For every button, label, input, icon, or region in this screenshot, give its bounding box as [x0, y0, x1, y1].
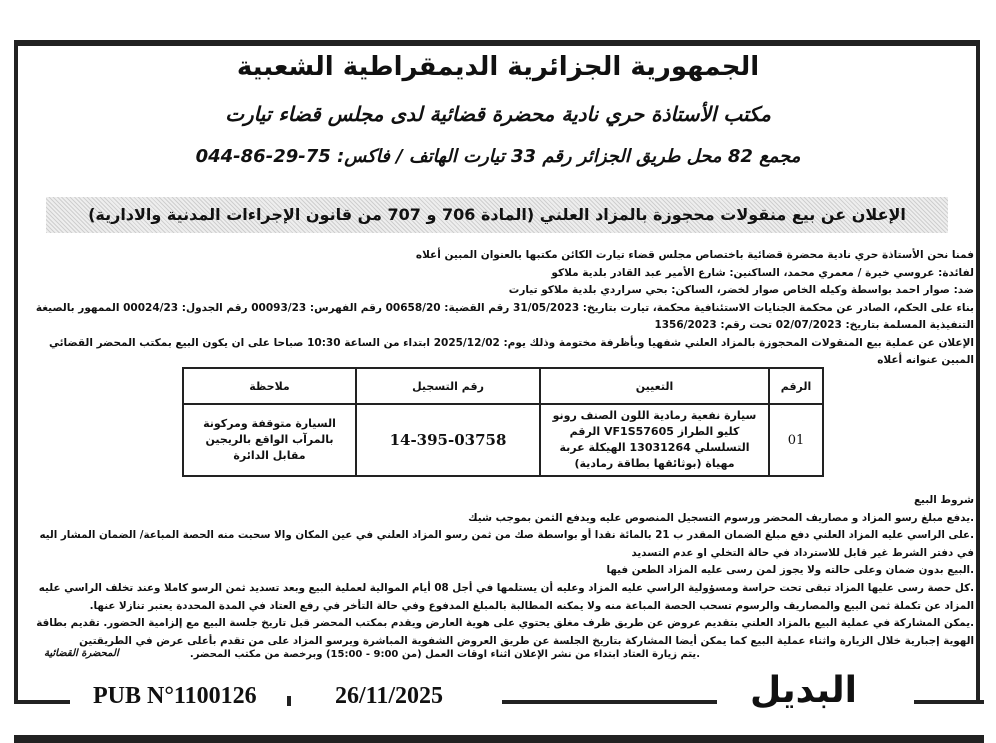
cell-number: 01	[769, 404, 823, 476]
frame-bottom-segment	[914, 700, 984, 704]
next-notice-border	[14, 735, 984, 743]
frame-bottom-segment	[14, 700, 70, 704]
body-line: فمنا نحن الأستاذة حري نادية محضرة قضائية باختصاص مجلس قضاء تيارت الكائن مكتبها بالعنوان المبين أعلاه	[415, 249, 974, 261]
newspaper-logo: البديل	[750, 670, 857, 711]
conditions-heading: شروط البيع	[913, 494, 974, 506]
condition-item: .البيع بدون ضمان وعلى حالته ولا يجوز لمن رسى عليه المزاد الطعن فيها	[606, 564, 974, 577]
body-line: لفائدة: عروسي خيرة / معمري محمد، الساكنين: شارع الأمير عبد القادر بلدية ملاكو	[551, 266, 974, 279]
frame-bottom-segment	[502, 700, 717, 704]
pub-number: PUB N°1100126	[93, 683, 257, 709]
header-number: الرقم	[769, 368, 823, 404]
condition-item: .على الراسي عليه المزاد العلني دفع مبلغ الضمان المقدر ب 21 بالمائة نقدا أو بواسطة صك من ثمن رسو المزاد العلني في عين المكان والا سحبت منه الحصة المباعة/ الضمان المشار اليه في دفتر الشرط غير قابل للاسترداد في حالة التخلي او عدم التسديد	[39, 529, 974, 559]
body-line: ضد: صوار احمد بواسطة وكيله الخاص صوار لخضر، الساكن: بحي سراردي بلدية ملاكو تيارت	[508, 284, 974, 296]
notice-title: الإعلان عن بيع منقولات محجوزة بالمزاد العلني (المادة 706 و 707 من قانون الإجراءات المدنية والادارية)	[46, 197, 948, 233]
office-address: مجمع 82 محل طريق الجزائر رقم 33 تيارت الهاتف / فاكس: 75-29-86-044	[195, 146, 801, 167]
republic-heading: الجمهورية الجزائرية الديمقراطية الشعبية	[236, 52, 760, 82]
office-heading: مكتب الأستاذة حري نادية محضرة قضائية لدى مجلس قضاء تيارت	[225, 102, 771, 126]
header-registration: رقم التسجيل	[356, 368, 540, 404]
frame-tick	[287, 696, 291, 706]
cell-designation: سيارة نفعية رمادية اللون الصنف رونو كليو الطراز VF1S57605 الرقم التسلسلي 13031264 الهيكلة عربة مهياة (بوثائقها بطاقة رمادية)	[540, 404, 769, 476]
body-line: بناء على الحكم، الصادر عن محكمة الجنايات الاستئنافية محكمة، تيارت بتاريخ: 31/05/2023 رقم القضية: 00658/20 رقم الفهرس: 00093/23 رقم الجدول: 00024/23 الممهور بالصيغة التنفيذية المسلمة بتاريخ: 02/07/2023 تحت رقم: 1356/2023	[35, 301, 974, 331]
seized-items-table	[182, 367, 824, 477]
header-note: ملاحظة	[183, 368, 356, 404]
table-row	[183, 404, 823, 476]
cell-note: السيارة متوقفة ومركونة بالمرآب الواقع بالريجين مقابل الدائرة	[183, 404, 356, 476]
condition-item: .يمكن المشاركة في عملية البيع بالمزاد العلني بتقديم عروض عن طريق ظرف مغلق يحتوي على هوية العارض ويقدم بمكتب المحضر قبل تاريخ جلسة البيع مع إلزامية الحضور. تقديم بطاقة الهوية إجبارية خلال الزيارة واثناء عملية البيع كما يمكن أيضا المشاركة بتاريخ الجلسة عن طريق العروض الشفوية المباشرة ويرسو المزاد على من تقدم بأعلى عرض في الطريقتين	[36, 617, 974, 647]
header-designation: التعيين	[540, 368, 769, 404]
sale-conditions	[22, 492, 974, 650]
visit-note: .يتم زيارة العتاد ابتداء من نشر الإعلان اثناء اوقات العمل (من 9:00 - 15:00) وبرخصة من مكتب المحضر.	[189, 649, 700, 660]
condition-item: .كل حصة رسى عليها المزاد تبقى تحت حراسة ومسؤولية الراسي عليه المزاد وعليه أن يستلمها في أجل 08 أيام الموالية لعملية البيع وبعد تسديد ثمن الرسو كاملا وعند تخلف الراسي عليه المزاد عن تكملة ثمن البيع والمصاريف والرسوم تسحب الحصة المباعة منه ولا يمكنه المطالبة بالمبلغ المدفوع وفي حالة التأخر في رفع العتاد في المدة المحددة يعتبر تنازلا عنها.	[38, 581, 974, 612]
table-header-row	[183, 368, 823, 404]
notice-body	[22, 247, 974, 370]
cell-registration: 14-395-03758	[356, 404, 540, 476]
condition-item: .يدفع مبلغ رسو المزاد و مصاريف المحضر ورسوم التسجيل المنصوص عليه ويدفع الثمن بموجب شيك	[468, 511, 974, 524]
publication-date: 26/11/2025	[335, 683, 444, 709]
bailiff-signature: المحضرة القضائية	[44, 648, 119, 659]
body-line: الإعلان عن عملية بيع المنقولات المحجوزة بالمزاد العلني شفهيا وبأظرفة مختومة وذلك يوم: 2025/12/02 ابتداء من الساعة 10:30 صباحا على ان يكون البيع بمكتب المحضر القضائي المبين عنوانه أعلاه	[48, 336, 974, 366]
